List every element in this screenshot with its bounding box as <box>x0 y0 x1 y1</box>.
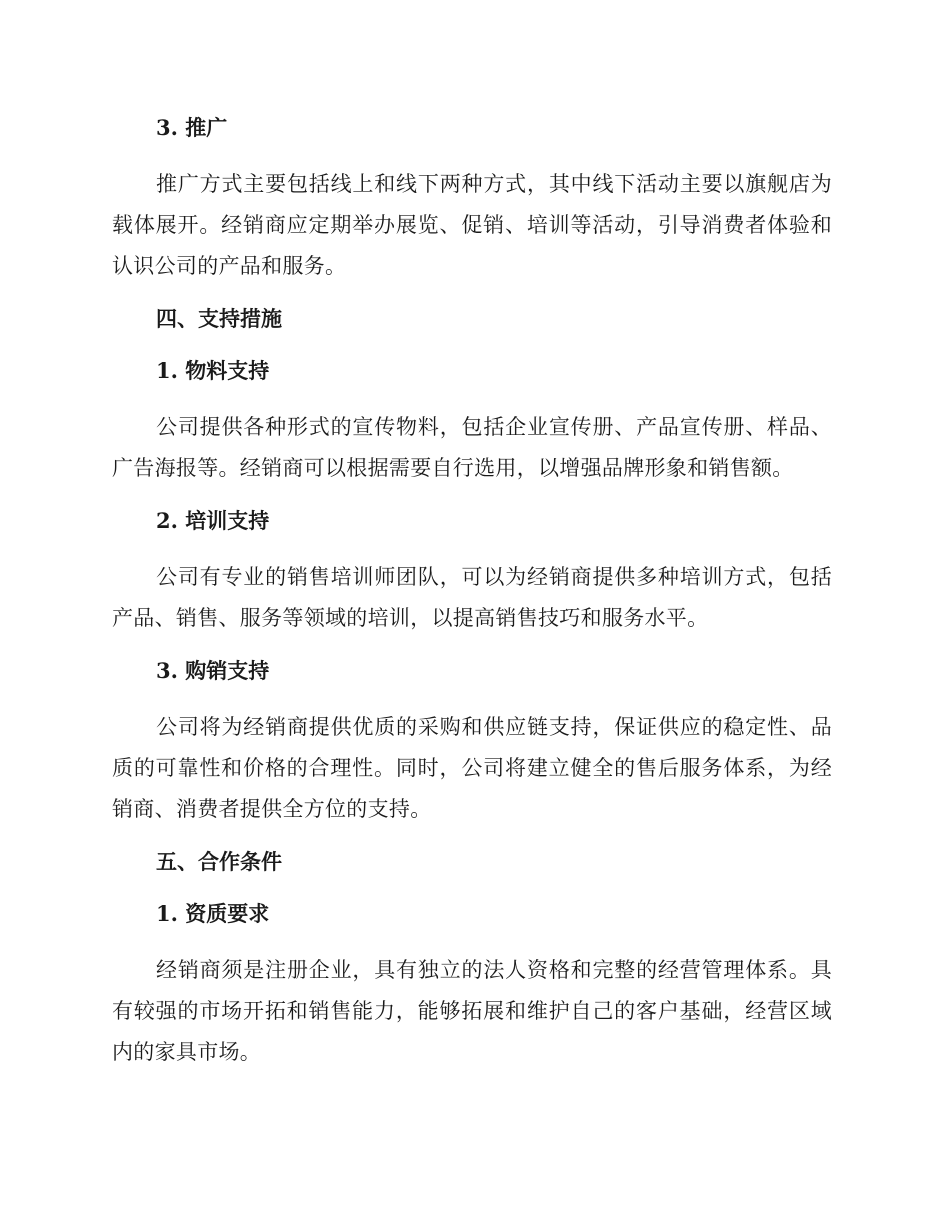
paragraph-training-support: 公司有专业的销售培训师团队，可以为经销商提供多种培训方式，包括产品、销售、服务等领域的培训，以提高销售技巧和服务水平。 <box>112 565 832 630</box>
document-page <box>112 108 832 1073</box>
heading-qualification: 1. 资质要求 <box>156 901 270 926</box>
heading-purchase-support: 3. 购销支持 <box>156 658 270 683</box>
heading-training-support: 2. 培训支持 <box>156 508 270 533</box>
paragraph-purchase-support: 公司将为经销商提供优质的采购和供应链支持，保证供应的稳定性、品质的可靠性和价格的合理性。同时，公司将建立健全的售后服务体系，为经销商、消费者提供全方位的支持。 <box>112 715 832 821</box>
heading-support-measures: 四、支持措施 <box>156 306 282 331</box>
heading-cooperation-terms: 五、合作条件 <box>156 849 282 874</box>
heading-promotion: 3. 推广 <box>156 115 228 140</box>
paragraph-promotion: 推广方式主要包括线上和线下两种方式，其中线下活动主要以旗舰店为载体展开。经销商应定期举办展览、促销、培训等活动，引导消费者体验和认识公司的产品和服务。 <box>112 172 832 278</box>
paragraph-material-support: 公司提供各种形式的宣传物料，包括企业宣传册、产品宣传册、样品、广告海报等。经销商可以根据需要自行选用，以增强品牌形象和销售额。 <box>112 415 832 480</box>
paragraph-qualification: 经销商须是注册企业，具有独立的法人资格和完整的经营管理体系。具有较强的市场开拓和销售能力，能够拓展和维护自己的客户基础，经营区域内的家具市场。 <box>112 958 832 1064</box>
heading-material-support: 1. 物料支持 <box>156 358 270 383</box>
